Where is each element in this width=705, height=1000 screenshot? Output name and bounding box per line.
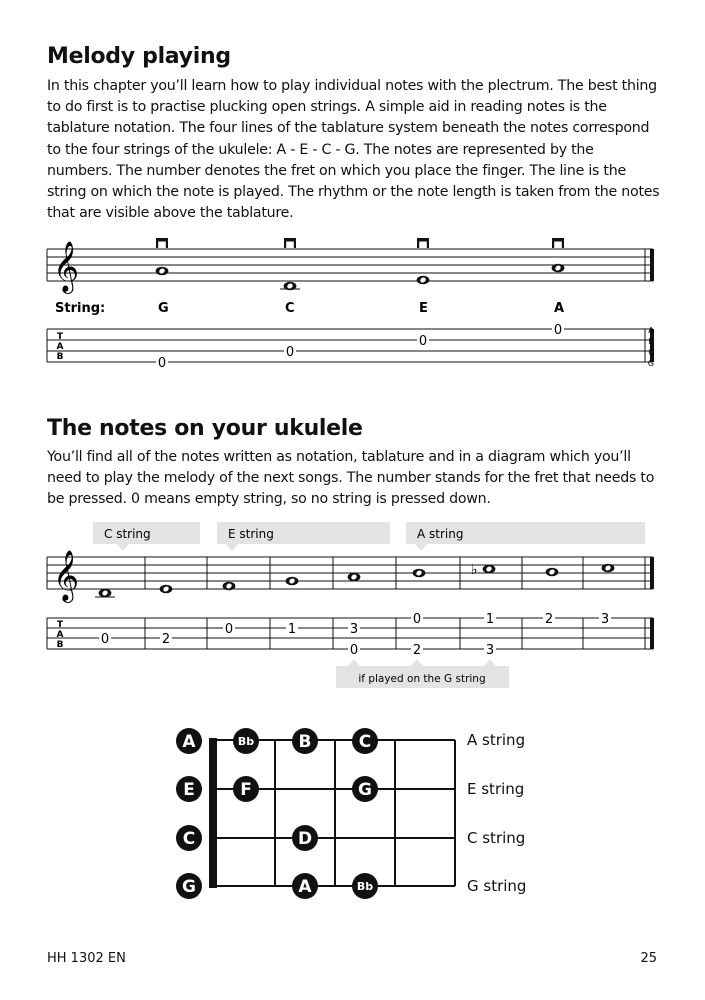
treble-clef-icon: 𝄞 (53, 241, 80, 292)
alt-note-tag (336, 659, 509, 688)
open-strings-tab (47, 322, 654, 371)
tab-number: 3 (349, 622, 359, 637)
string-label: G string (467, 877, 527, 895)
fret-note-g: G (358, 780, 372, 800)
string-order-letter: A (648, 326, 654, 335)
open-note-e: E (183, 780, 195, 800)
string-name: G (158, 301, 169, 316)
downstroke-icon (156, 238, 168, 248)
tab-number: 0 (224, 622, 234, 637)
fret-note-bb: Bb (356, 880, 374, 893)
string-label: String: (55, 301, 106, 316)
note-b (546, 568, 559, 577)
footer-code: HH 1302 EN (47, 951, 126, 966)
note-e (417, 276, 430, 285)
note-d (160, 585, 173, 594)
tab-letter: T (56, 620, 64, 630)
section-title-notes: The notes on your ukulele (47, 416, 363, 441)
string-order-letter: C (648, 348, 654, 357)
tab-letter: A (56, 630, 64, 640)
melody-paragraph: In this chapter you’ll learn how to play individual notes with the plectrum. The best thing to do first is to practise plucking open strings. A simple aid in reading notes is the tablature notation. The four lines of the tablature system beneath the notes correspond to the four strings of the ukulele: A - E - C - G. The notes are represented by the numbers. The number denotes the fret on which you place the finger. The line is the string on which the note is played. The rhythm or the note length is taken from the notes that are visible above the tablature. (47, 78, 660, 222)
page-number: 25 (640, 951, 657, 966)
notes-tab (47, 612, 654, 658)
string-tags (93, 522, 645, 551)
tab-number: 0 (100, 632, 110, 647)
note-a (552, 264, 565, 273)
string-name: A (554, 301, 565, 316)
string-order-letter: G (647, 359, 655, 368)
open-strings-staff (47, 238, 654, 294)
note-c (95, 589, 115, 598)
tab-letter: B (56, 352, 64, 362)
tab-letter: T (56, 332, 64, 342)
string-label: A string (467, 731, 526, 749)
tab-number: 3 (600, 612, 610, 627)
string-tag: C string (104, 527, 151, 541)
string-tag: A string (417, 527, 464, 541)
note-a (413, 569, 426, 578)
open-note-a: A (182, 732, 196, 752)
string-label: C string (467, 829, 526, 847)
alt-tab-number: 2 (412, 643, 422, 658)
note-g (348, 573, 361, 582)
tab-number: 1 (287, 622, 297, 637)
note-f (286, 577, 299, 586)
tab-number: 1 (485, 612, 495, 627)
fret-note-b: B (298, 732, 312, 752)
string-order-letter: E (648, 337, 654, 346)
tab-letter: B (56, 640, 64, 650)
tab-number: 0 (418, 334, 428, 349)
alt-tab-number: 0 (349, 643, 359, 658)
string-label: E string (467, 780, 525, 798)
downstroke-icon (417, 238, 429, 248)
downstroke-icon (552, 238, 564, 248)
tab-letter: A (56, 342, 64, 352)
note-e (223, 582, 236, 591)
notes-staff (47, 550, 654, 603)
note-c (280, 282, 300, 291)
section-title-melody: Melody playing (47, 44, 231, 69)
downstroke-icon (284, 238, 296, 248)
fret-note-a: A (298, 877, 312, 897)
fret-note-f: F (240, 780, 252, 800)
note-bb (471, 562, 495, 578)
alt-note-label: if played on the G string (358, 673, 486, 685)
tab-number: 2 (544, 612, 554, 627)
tab-number: 0 (157, 356, 167, 371)
nut (209, 738, 217, 888)
string-tag: E string (228, 527, 274, 541)
flat-icon: ♭ (471, 562, 478, 578)
fret-note-c: C (358, 732, 372, 752)
fret-note-d: D (297, 829, 313, 849)
note-c-high (602, 564, 615, 573)
tab-number: 0 (553, 323, 563, 338)
fret-note-bb: Bb (237, 735, 255, 748)
string-name: C (285, 301, 295, 316)
string-name: E (419, 301, 428, 316)
tab-number: 0 (285, 345, 295, 360)
note-g (156, 267, 169, 276)
tab-number: 0 (412, 612, 422, 627)
notes-paragraph: You’ll find all of the notes written as notation, tablature and in a diagram which you’ll need to play the melody of the next songs. The number stands for the fret that needs to be pressed. 0 means empty string, so no string is pressed down. (47, 449, 655, 508)
fretboard-diagram (176, 728, 526, 899)
open-note-g: G (182, 877, 196, 897)
treble-clef-icon: 𝄞 (53, 550, 80, 601)
tab-number: 2 (161, 632, 171, 647)
alt-tab-number: 3 (485, 643, 495, 658)
open-note-c: C (182, 829, 196, 849)
